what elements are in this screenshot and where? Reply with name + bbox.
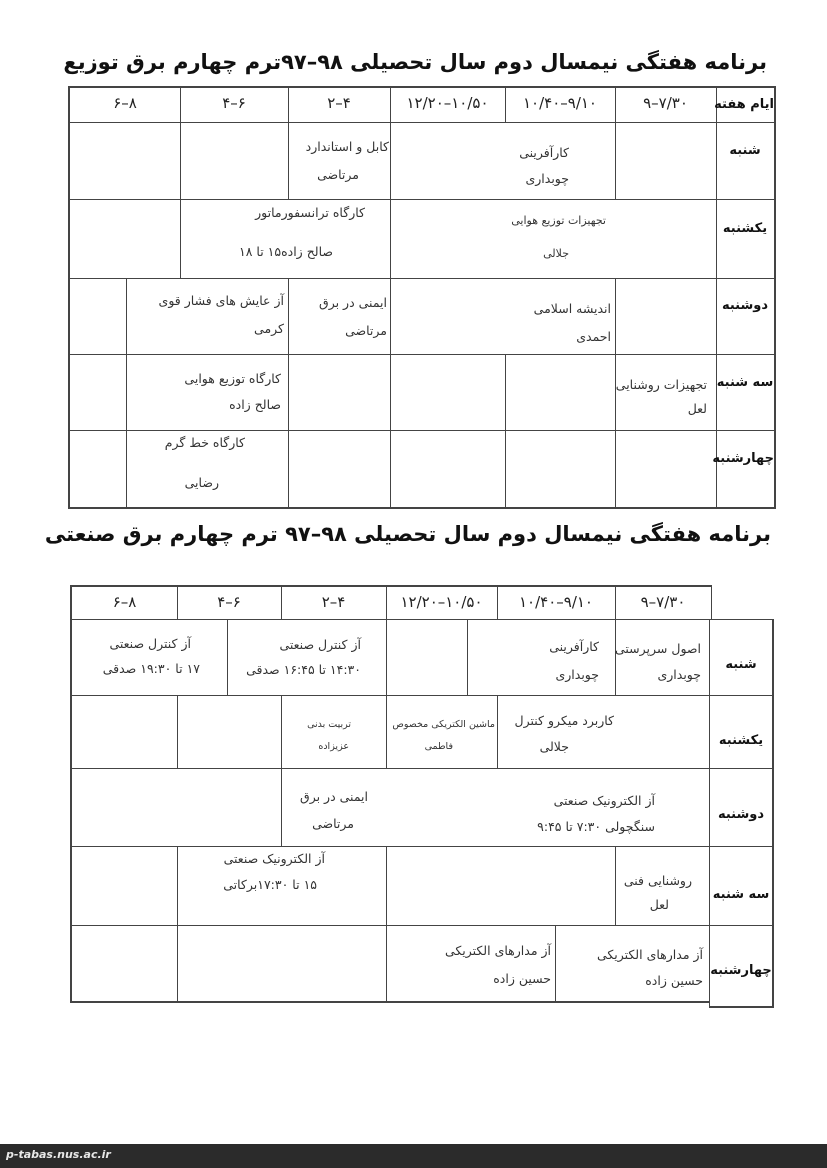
course-instructor: لعل	[687, 401, 707, 416]
course-instructor: رضایی	[184, 475, 219, 490]
time-slot-header: ۱۰/۴۰–۹/۱۰	[522, 94, 597, 112]
course-instructor: صالح زاده	[229, 397, 281, 412]
time-slot-header: ۲–۴	[321, 593, 346, 611]
day-label: شنبه	[725, 657, 757, 672]
course-name: ماشین الکتریکی مخصوص	[392, 719, 495, 730]
time-slot-header: ۶–۸	[112, 593, 137, 611]
course-instructor: چوبداری	[525, 171, 569, 186]
course-name: کارگاه خط گرم	[164, 435, 245, 450]
course-instructor: مرتاضی	[345, 323, 387, 338]
day-label: سه شنبه	[712, 887, 770, 902]
course-instructor: چوبداری	[657, 667, 701, 682]
course-name: کابل و استاندارد	[305, 139, 389, 154]
course-instructor: ۱۷ تا ۱۹:۳۰ صدقی	[102, 661, 200, 676]
day-label: دوشنبه	[721, 298, 769, 313]
course-instructor: کرمی	[254, 321, 284, 336]
time-slot-header: ۴–۶	[222, 94, 246, 112]
time-slot-header: ۹–۷/۳۰	[640, 593, 686, 611]
day-label: دوشنبه	[717, 807, 765, 822]
course-instructor: فاطمی	[424, 741, 453, 752]
course-instructor: حسین زاده	[645, 973, 703, 988]
course-name: تجهیزات توزیع هوایی	[511, 214, 606, 227]
course-instructor: حسین زاده	[493, 971, 551, 986]
course-name: کارآفرینی	[519, 145, 569, 160]
time-slot-header: ۱۰/۴۰–۹/۱۰	[518, 593, 593, 611]
course-name: آز الکترونیک صنعتی	[553, 793, 655, 808]
time-slot-header: ۱۲/۲۰–۱۰/۵۰	[406, 94, 489, 112]
course-instructor: عزیزاده	[318, 741, 349, 752]
time-slot-header: ۶–۸	[113, 94, 137, 112]
day-label: سه شنبه	[716, 375, 774, 390]
course-name: اصول سرپرستی	[614, 641, 701, 656]
course-name: روشنایی فنی	[623, 873, 692, 888]
course-name: کارآفرینی	[549, 639, 599, 654]
day-label: یکشنبه	[718, 733, 764, 748]
course-name: آز کنترل صنعتی	[109, 636, 191, 651]
course-name: آز مدارهای الکتریکی	[596, 947, 703, 962]
table2-title: برنامه هفتگی نیمسال دوم سال تحصیلی ۹۸–۹۷ ترم چهارم برق صنعتی	[44, 522, 771, 546]
course-instructor: صالح زاده۱۵ تا ۱۸	[238, 244, 333, 259]
time-slot-header: ۹–۷/۳۰	[643, 94, 688, 112]
course-name: کارگاه ترانسفورماتور	[255, 205, 365, 220]
course-name: کاربرد میکرو کنترل	[514, 713, 614, 728]
day-label: یکشنبه	[722, 221, 768, 236]
time-slot-header: ۴–۶	[217, 593, 241, 611]
footer-bar	[0, 1144, 827, 1168]
course-instructor: ۱۵ تا ۱۷:۳۰برکاتی	[223, 877, 317, 892]
course-name: تجهیزات روشنایی	[615, 377, 707, 392]
course-instructor: احمدی	[576, 329, 611, 344]
course-instructor: سنگچولی ۷:۳۰ تا ۹:۴۵	[537, 819, 655, 834]
course-name: ایمنی در برق	[300, 789, 368, 804]
course-instructor: مرتاضی	[317, 167, 359, 182]
course-instructor: جلالی	[543, 247, 569, 260]
day-label: چهارشنبه	[710, 963, 772, 978]
table1-title: برنامه هفتگی نیمسال دوم سال تحصیلی ۹۸–۹۷ترم چهارم برق توزیع	[63, 50, 767, 74]
course-name: کارگاه توزیع هوایی	[184, 371, 281, 386]
course-name: آز مدارهای الکتریکی	[444, 943, 551, 958]
time-slot-header: ۲–۴	[327, 94, 351, 112]
course-name: آز الکترونیک صنعتی	[223, 851, 325, 866]
course-name: ایمنی در برق	[319, 295, 387, 310]
course-instructor: چوبداری	[555, 667, 599, 682]
course-name: آز عایش های فشار قوی	[158, 293, 284, 308]
day-label: چهارشنبه	[712, 451, 774, 466]
day-label: شنبه	[729, 143, 761, 158]
day-column-header: ایام هفته	[714, 97, 774, 112]
time-slot-header: ۱۲/۲۰–۱۰/۵۰	[400, 593, 483, 611]
course-instructor: ۱۴:۳۰ تا ۱۶:۴۵ صدقی	[246, 662, 361, 677]
course-instructor: مرتاضی	[312, 816, 354, 831]
course-name: تربیت بدنی	[307, 719, 351, 730]
footer-url-link[interactable]: p-tabas.nus.ac.ir	[6, 1148, 111, 1161]
course-instructor: جلالی	[539, 739, 569, 754]
course-name: اندیشه اسلامی	[533, 301, 611, 316]
course-instructor: لعل	[649, 897, 669, 912]
course-name: آز کنترل صنعتی	[279, 637, 361, 652]
